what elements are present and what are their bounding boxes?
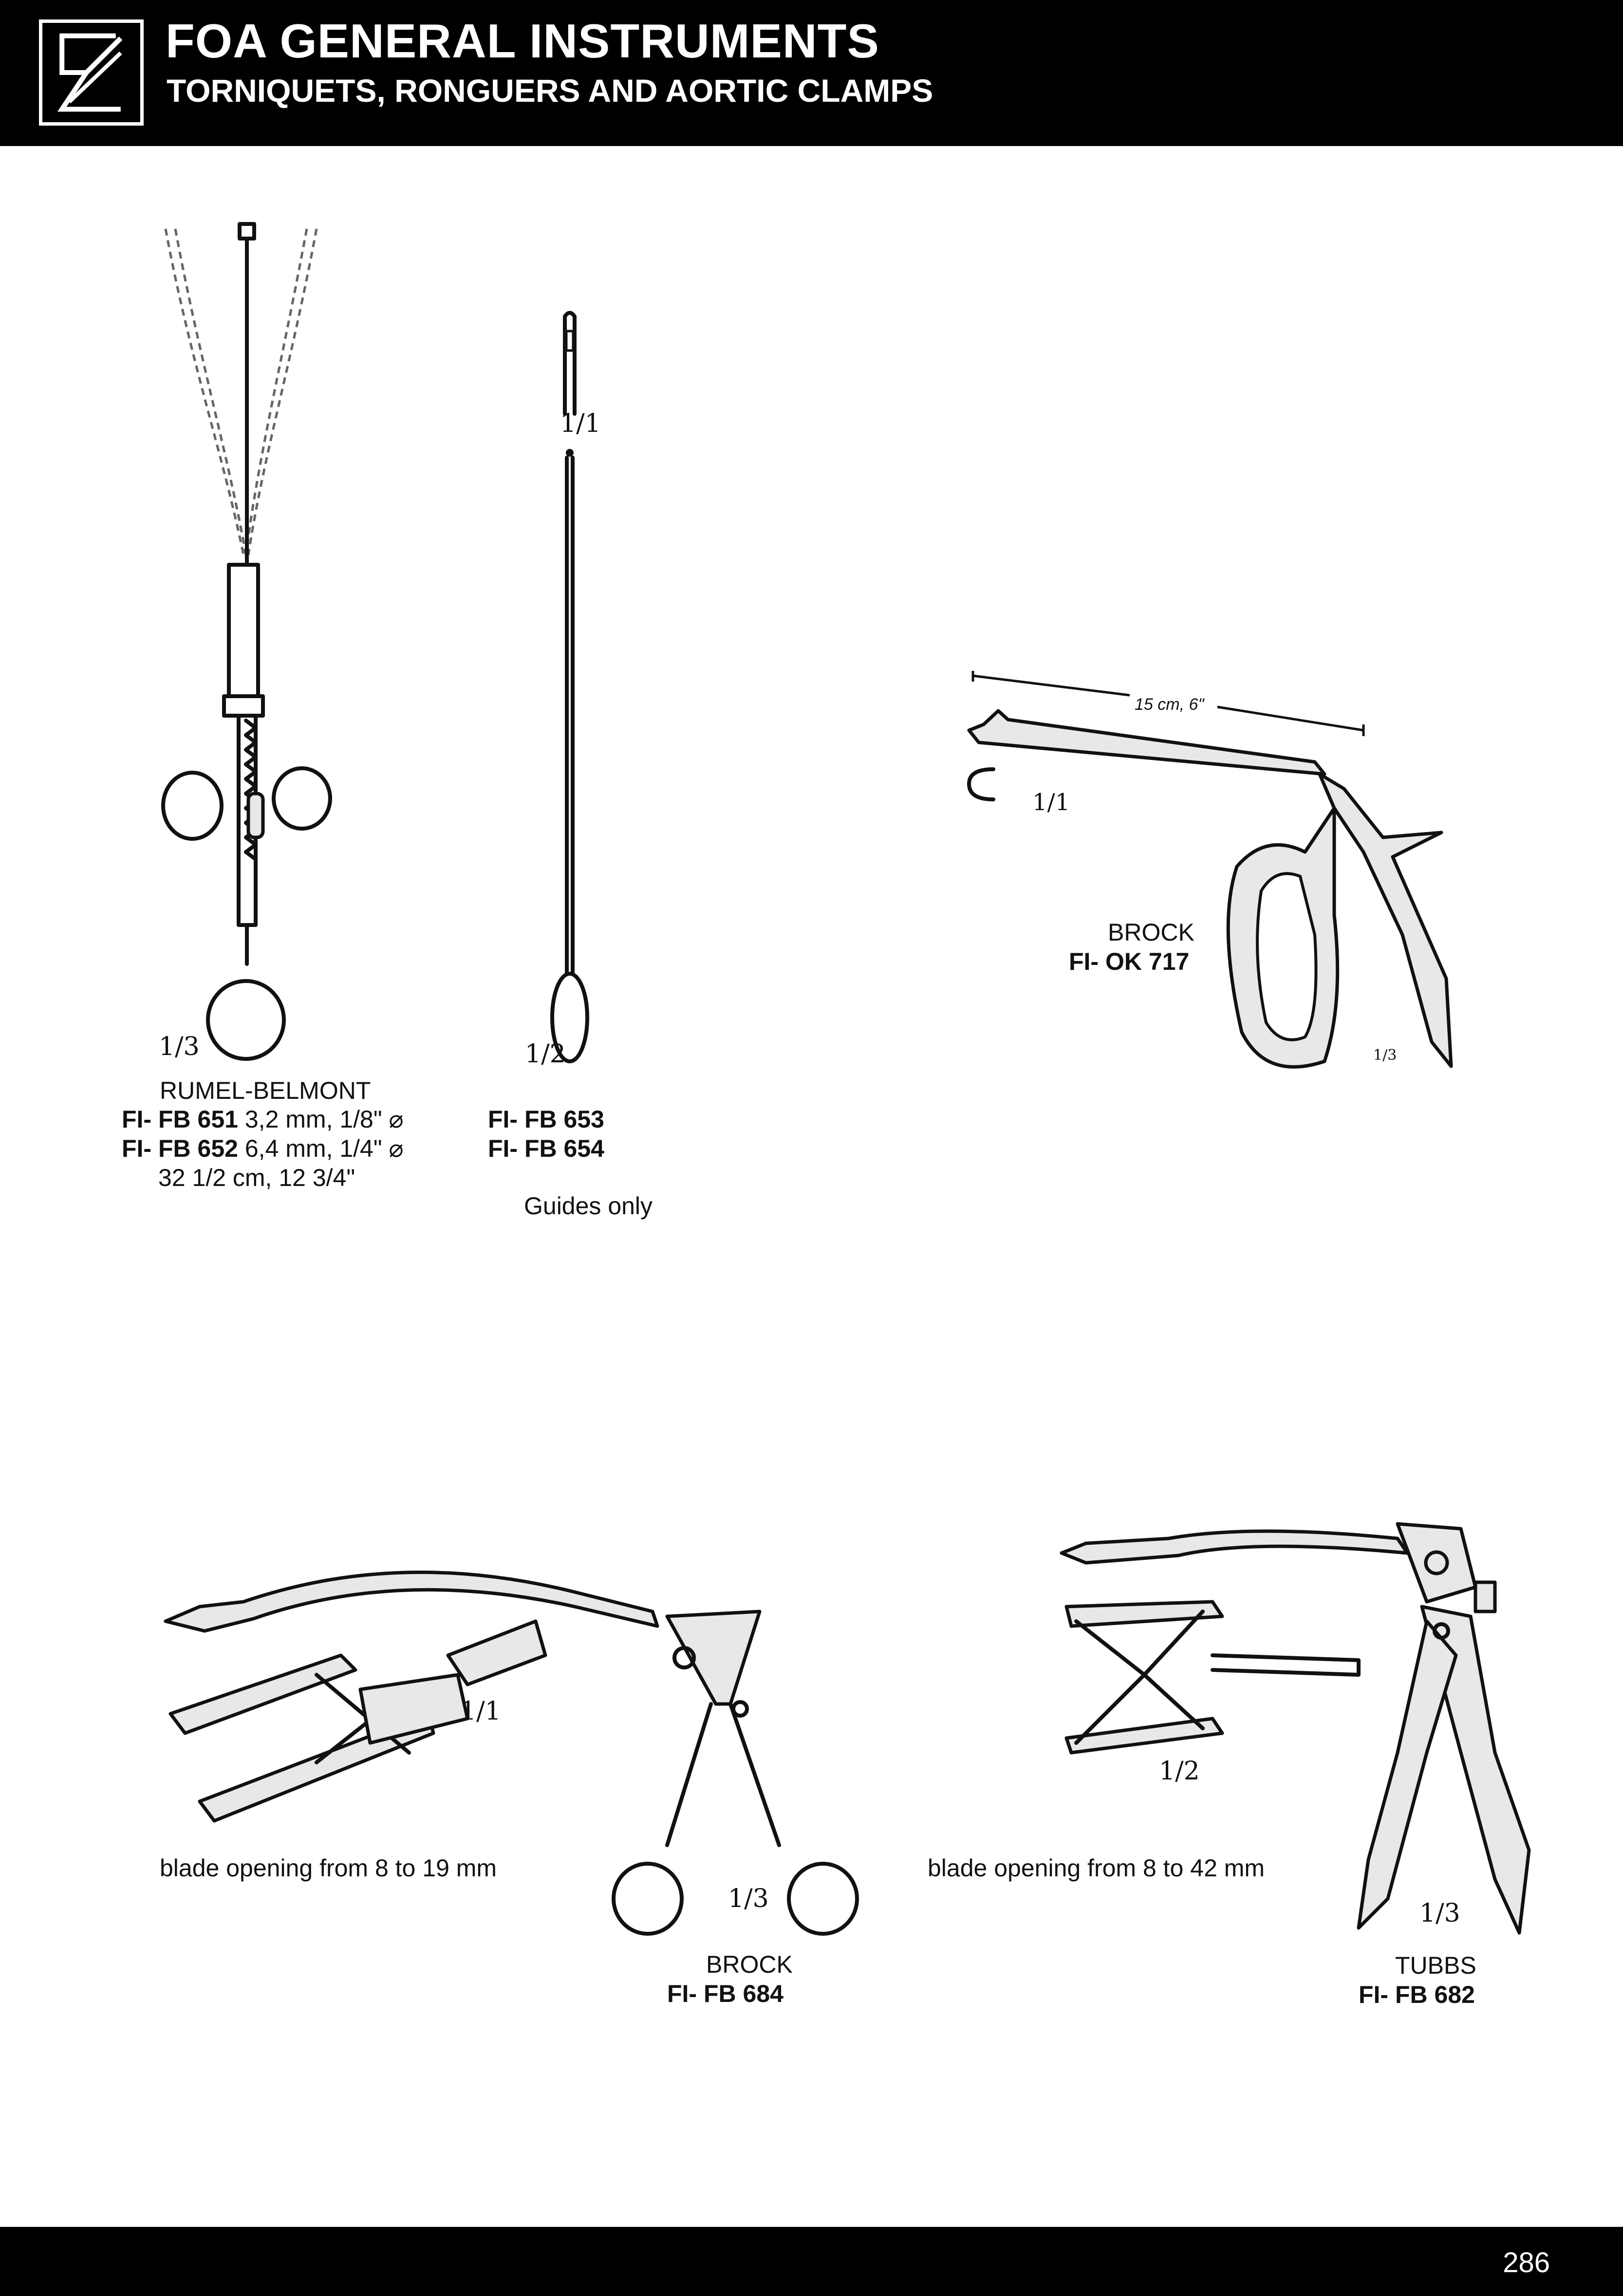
catalog-subtitle: TORNIQUETS, RONGUERS AND AORTIC CLAMPS (167, 73, 933, 109)
rumel-belmont-name: RUMEL-BELMONT (160, 1077, 371, 1104)
brock-clamp-name: BROCK (706, 1951, 793, 1978)
product-code: FB 682 (1395, 1981, 1475, 2008)
brock-scale: 1/3 (1373, 1047, 1397, 1064)
product-spec: 6,4 mm, 1/4" ⌀ (244, 1135, 404, 1162)
brock-clamp-detail-scale: 1/1 (460, 1697, 501, 1726)
brock-clamp-illustration (156, 1529, 886, 1947)
code-prefix: FI- (1069, 948, 1099, 975)
rumel-code-row-2 (122, 1136, 404, 1161)
rumel-belmont-tourniquet-illustration (156, 214, 341, 1071)
rumel-scale-label: 1/3 (159, 1032, 200, 1061)
product-code: FB 654 (524, 1135, 604, 1162)
product-code: FB 653 (524, 1106, 604, 1133)
code-prefix: FI- (667, 1980, 697, 2007)
tubbs-name: TUBBS (1395, 1952, 1476, 1979)
guide-scale-top: 1/1 (560, 409, 601, 438)
guide-code-row-2 (488, 1136, 604, 1161)
foa-logo-icon (39, 19, 144, 126)
brock-name: BROCK (1108, 919, 1194, 946)
guide-code-row-1 (488, 1107, 604, 1131)
brock-clamp-code-row (667, 1981, 784, 2006)
product-code: OK 717 (1105, 948, 1190, 975)
tubbs-clamp-illustration (1057, 1509, 1534, 1947)
product-spec: 3,2 mm, 1/8" ⌀ (244, 1106, 404, 1133)
guides-only-note: Guides only (524, 1192, 653, 1220)
tubbs-scale: 1/3 (1419, 1899, 1460, 1928)
tubbs-detail-scale: 1/2 (1159, 1757, 1200, 1786)
brock-dimension-label: 15 cm, 6" (1135, 695, 1204, 714)
tubbs-code-row (1359, 1982, 1475, 2007)
product-code: FB 651 (158, 1106, 238, 1133)
brock-rongeur-illustration (964, 662, 1480, 1091)
guide-scale-bottom: 1/2 (525, 1039, 566, 1069)
tubbs-blade-note: blade opening from 8 to 42 mm (928, 1854, 1265, 1882)
brock-clamp-blade-note: blade opening from 8 to 19 mm (160, 1854, 497, 1882)
brock-tip-scale: 1/1 (1032, 789, 1070, 816)
rumel-length: 32 1/2 cm, 12 3/4" (158, 1164, 355, 1191)
code-prefix: FI- (1359, 1981, 1389, 2008)
code-prefix: FI- (122, 1106, 152, 1133)
page-number: 286 (1503, 2247, 1550, 2278)
product-code: FB 652 (158, 1135, 238, 1162)
brock-code-row (1069, 949, 1189, 974)
rumel-code-row-1 (122, 1107, 404, 1131)
brock-clamp-scale: 1/3 (728, 1884, 769, 1913)
catalog-title: FOA GENERAL INSTRUMENTS (166, 14, 879, 68)
code-prefix: FI- (488, 1106, 518, 1133)
product-code: FB 684 (704, 1980, 784, 2007)
page-header (0, 0, 1623, 146)
code-prefix: FI- (488, 1135, 518, 1162)
code-prefix: FI- (122, 1135, 152, 1162)
page-footer (0, 2227, 1623, 2296)
